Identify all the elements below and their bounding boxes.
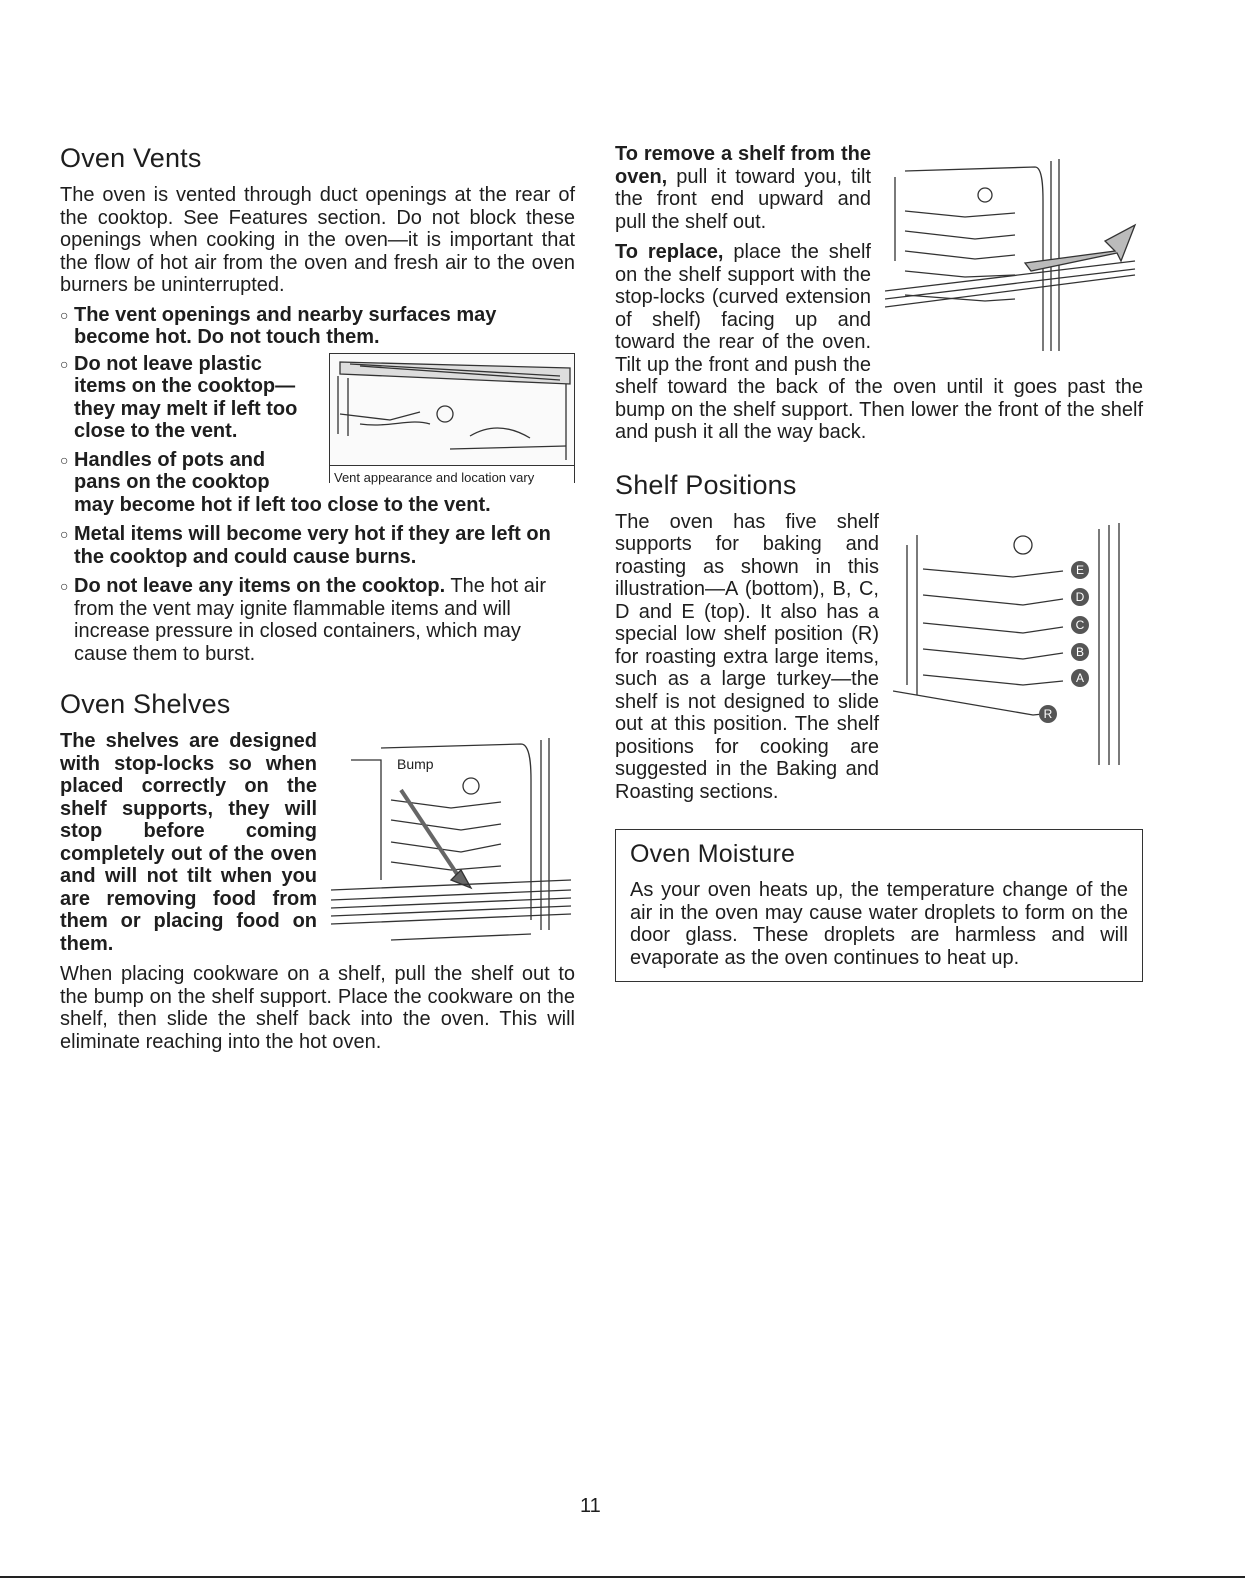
remove-replace-block (615, 143, 1143, 444)
oven-moisture-paragraph: As your oven heats up, the temperature change of the air in the oven may cause water droplets to form on the door glass. These droplets are harmless and will evaporate as the oven continues to heat up. (630, 879, 1128, 969)
bump-label: Bump (397, 756, 434, 772)
bullet-icon: ○ (60, 526, 69, 542)
page-number: 11 (580, 1495, 601, 1517)
remove-shelf-bold: To remove a shelf from the oven, (615, 143, 871, 188)
shelves-paragraph: When placing cookware on a shelf, pull the shelf out to the bump on the shelf support. Place the cookware on the shelf, then slide the shelf back into the oven. This will eliminate reaching into the hot oven. (60, 963, 575, 1053)
vent-illustration (330, 354, 574, 460)
position-label-a: A (1071, 669, 1089, 687)
oven-shelves-heading: Oven Shelves (60, 689, 231, 719)
vent-bullet-5 (60, 575, 575, 665)
position-label-r: R (1039, 705, 1057, 723)
shelf-bump-figure (331, 730, 575, 950)
bullet-icon: ○ (60, 578, 69, 594)
positions-block (615, 511, 1143, 804)
vent-bullet-1-text: The vent openings and nearby surfaces may become hot. Do not touch them. (74, 303, 497, 348)
bullet-icon: ○ (60, 306, 69, 323)
bullet-icon: ○ (60, 355, 69, 372)
vent-figure-caption: Vent appearance and location vary (330, 465, 574, 491)
remove-shelf-figure (885, 151, 1143, 357)
page-bottom-rule (0, 1576, 1245, 1578)
shelf-bump-illustration (331, 730, 575, 950)
vent-bullet-5-bold: Do not leave any items on the cooktop. (74, 575, 446, 597)
right-column (615, 143, 1143, 982)
replace-shelf-bold: To replace, (615, 241, 724, 263)
vent-bullet-3-text: Handles of pots and pans on the cooktop may become hot if left too close to the vent. (74, 448, 491, 516)
oven-vents-heading: Oven Vents (60, 143, 202, 173)
position-label-d: D (1071, 588, 1089, 606)
oven-moisture-heading: Oven Moisture (630, 840, 796, 868)
oven-moisture-box (615, 829, 1143, 982)
vent-bullet-5-rest: The hot air from the vent may ignite flammable items and will increase pressure in closed containers, which may cause them to burst. (74, 575, 546, 665)
vent-bullet-2-text: Do not leave plastic items on the cooktop—they may melt if left too close to the vent. (74, 352, 298, 442)
position-label-c: C (1071, 616, 1089, 634)
oven-vents-intro: The oven is vented through duct openings at the rear of the cooktop. See Features section. Do not block these openings when cooking in the oven—it is important that the flow of hot air from the oven and fresh air to the oven burners be uninterrupted. (60, 184, 575, 296)
position-label-e: E (1071, 561, 1089, 579)
shelves-bold-paragraph: The shelves are designed with stop-locks so when placed correctly on the shelf supports, they will stop before coming completely out of the oven and will not tilt when you are removing food from them or placing food on them. (60, 730, 317, 955)
vent-bullet-1 (60, 304, 575, 349)
remove-shelf-illustration (885, 151, 1143, 357)
left-column (60, 143, 575, 1053)
position-label-b: B (1071, 643, 1089, 661)
shelf-positions-paragraph: The oven has five shelf supports for baking and roasting as shown in this illustration—A (bottom), B, C, D and E (top). It also has a special low shelf position (R) for roasting extra large items, such as a large turkey—the shelf is not designed to slide out at this position. The shelf positions for cooking are suggested in the Baking and Roasting sections. (615, 510, 879, 803)
replace-shelf-rest: place the shelf on the shelf support with the stop-locks (curved extension of shelf) facing up and toward the rear of the oven. Tilt up the front and push the shelf toward the back of the oven until it goes past the bump on the shelf support. Then lower the front of the shelf and push it all the way back. (615, 241, 1143, 443)
vent-bullet-4-text: Metal items will become very hot if they are left on the cooktop and could cause burns. (74, 523, 551, 568)
remove-shelf-rest: pull it toward you, tilt the front end upward and pull the shelf out. (615, 165, 871, 233)
shelf-positions-illustration (893, 515, 1143, 765)
shelf-positions-figure (893, 515, 1143, 765)
bullet-icon: ○ (60, 451, 69, 468)
vent-bullet-4 (60, 523, 575, 568)
shelf-positions-heading: Shelf Positions (615, 469, 797, 500)
vent-bullet-3 (60, 449, 575, 517)
shelves-block (60, 730, 575, 1053)
